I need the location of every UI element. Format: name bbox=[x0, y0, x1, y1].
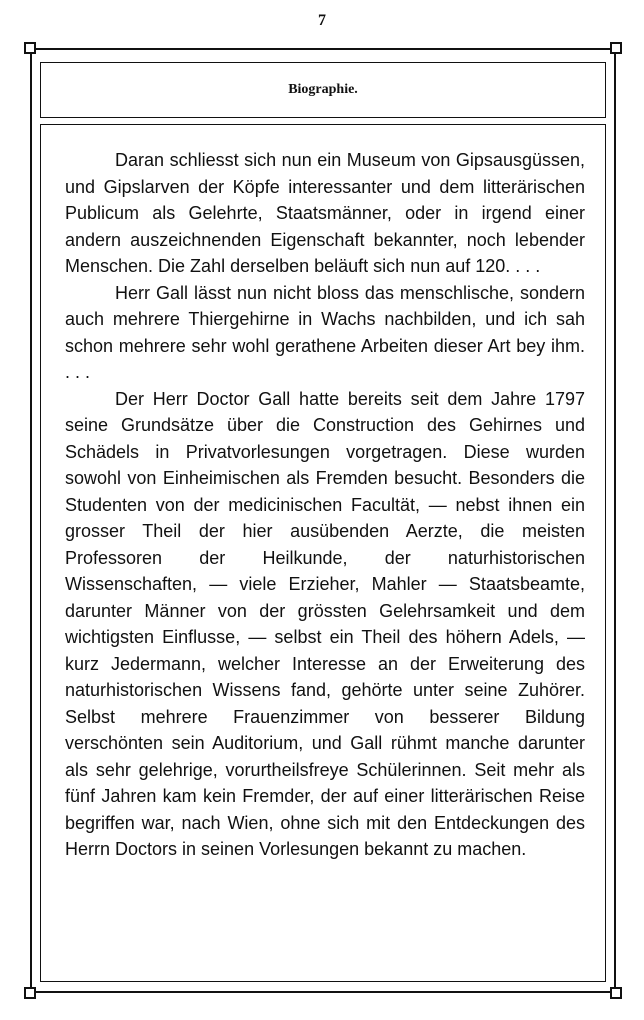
page-number: 7 bbox=[318, 12, 326, 29]
paragraph-wax-models: Herr Gall lässt nun nicht bloss das menschlische, sondern auch mehrere Thiergehirne in Wachs nachbilden, und ich sah schon mehrere sehr wohl gerathene Arbeiten dieser Art bey ihm. . . . bbox=[65, 282, 585, 382]
header-box bbox=[40, 62, 606, 118]
corner-ornament-bottom-right bbox=[610, 987, 622, 999]
body-text-box bbox=[40, 124, 606, 982]
paragraph-museum: Daran schliesst sich nun ein Museum von Gipsausgüssen, und Gipslarven der Köpfe interessanter und dem litterärischen Publicum als Gelehrte, Staatsmänner, oder in irgend einer andern auszeichnenden Eigenschaft bekannter, noch lebender Menschen. Die Zahl derselben beläuft sich nun auf 120. . . . bbox=[65, 150, 585, 276]
corner-ornament-bottom-left bbox=[24, 987, 36, 999]
corner-ornament-top-left bbox=[24, 42, 36, 54]
header-title: Biographie. bbox=[288, 82, 358, 97]
paragraph-lectures: Der Herr Doctor Gall hatte bereits seit dem Jahre 1797 seine Grundsätze über die Construction des Gehirnes und Schädels in Privatvorlesungen vorgetragen. Diese wurden sowohl von Einheimischen als Fremden besucht. Besonders die Studenten von der medicinischen Facultät, — nebst ihnen ein grosser Theil der hier ausübenden Aerzte, die meisten Professoren der Heilkunde, der naturhistorischen Wissenschaften, — viele Erzieher, Mahler — Staatsbeamte, darunter Männer von der grössten Gelehrsamkeit und dem wichtigsten Einflusse, — selbst ein Theil des höhern Adels, — kurz Jedermann, welcher Interesse an der Erweiterung des naturhistorischen Wissens fand, gehörte unter seine Zuhörer. Selbst mehrere Frauenzimmer von besserer Bildung verschönten sein Auditorium, und Gall rühmt manche darunter als sehr gelehrige, vorurtheilsfreye Schülerinnen. Seit mehr als fünf Jahren kam kein Fremder, der auf einer litterärischen Reise begriffen war, nach Wien, ohne sich mit den Entdeckungen des Herrn Doctors in seinen Vorlesungen bekannt zu machen. bbox=[65, 388, 585, 859]
corner-ornament-top-right bbox=[610, 42, 622, 54]
